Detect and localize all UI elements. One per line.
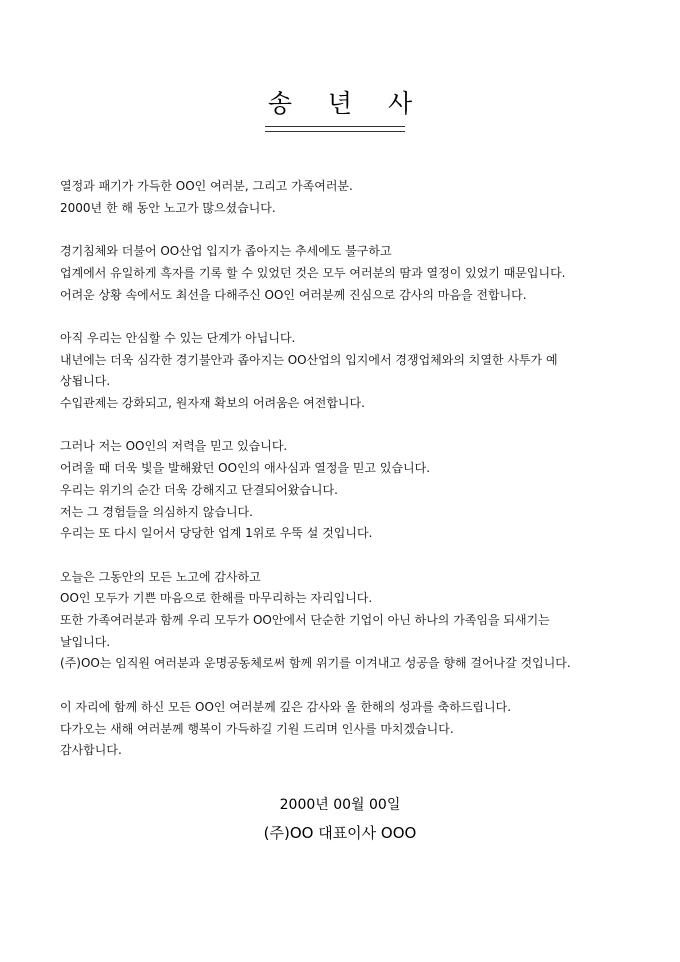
paragraph-gratitude — [60, 567, 630, 676]
paragraph-trust — [60, 436, 630, 545]
signature-date: 2000년 00월 00일 — [279, 797, 401, 813]
body-line: 우리는 또 다시 일어서 당당한 업계 1위로 우뚝 설 것입니다. — [60, 526, 373, 541]
body-line: 감사합니다. — [60, 743, 122, 758]
body-line: 2000년 한 해 동안 노고가 많으셨습니다. — [60, 200, 276, 215]
body-line: 내년에는 더욱 심각한 경기불안과 좁아지는 OO산업의 입지에서 경쟁업체와의 치열한 사투가 예 — [60, 352, 558, 367]
body-line: 수입관제는 강화되고, 원자재 확보의 어려움은 여전합니다. — [60, 396, 365, 410]
body-line: 이 자리에 함께 하신 모든 OO인 여러분께 깊은 감사와 올 한해의 성과를 축하드립니다. — [60, 699, 512, 714]
body-line: 그러나 저는 OO인의 저력을 믿고 있습니다. — [60, 439, 288, 454]
body-line: 열정과 패기가 가득한 OO인 여러분, 그리고 가족여러분. — [60, 179, 353, 193]
paragraph-closing — [60, 697, 630, 762]
body-line: (주)OO는 임직원 여러분과 운명공동체로써 함께 위기를 이겨내고 성공을 향해 걸어나갈 것입니다. — [60, 656, 571, 671]
body-line: 우리는 위기의 순간 더욱 강해지고 단결되어왔습니다. — [60, 482, 338, 497]
body-line: 오늘은 그동안의 모든 노고에 감사하고 — [60, 569, 261, 584]
body-line: 어려운 상황 속에서도 최선을 다해주신 OO인 여러분께 진심으로 감사의 마음을 전합니다. — [60, 287, 527, 302]
body-line: 또한 가족여러분과 함께 우리 모두가 OO안에서 단순한 기업이 아닌 하나의 가족임을 되새기는 — [60, 613, 550, 627]
body-line: 저는 그 경험들을 의심하지 않습니다. — [60, 504, 253, 519]
page-title: 송 년 사 — [267, 89, 427, 118]
body-line: 경기침체와 더불어 OO산업 입지가 좁아지는 추세에도 불구하고 — [60, 244, 392, 259]
title-double-underline — [265, 126, 405, 132]
body-line: 날입니다. — [60, 634, 111, 649]
body-line: 업계에서 유일하게 흑자를 기록 할 수 있었던 것은 모두 여러분의 땀과 열정이 있었기 때문입니다. — [60, 265, 566, 280]
body-line: 어려울 때 더욱 빛을 발해왔던 OO인의 애사심과 열정을 믿고 있습니다. — [60, 461, 431, 476]
body-line: OO인 모두가 기쁜 마음으로 한해를 마무리하는 자리입니다. — [60, 591, 373, 606]
paragraph-achievement — [60, 241, 630, 306]
signature-name: (주)OO 대표이사 OOO — [263, 824, 417, 842]
letter-body — [60, 176, 630, 784]
paragraph-greeting — [60, 176, 630, 219]
body-line: 다가오는 새해 여러분께 행복이 가득하길 기원 드리며 인사를 마치겠습니다. — [60, 721, 454, 736]
body-line: 아직 우리는 안심할 수 있는 단계가 아닙니다. — [60, 330, 296, 345]
paragraph-outlook — [60, 328, 630, 415]
body-line: 상됩니다. — [60, 374, 111, 389]
